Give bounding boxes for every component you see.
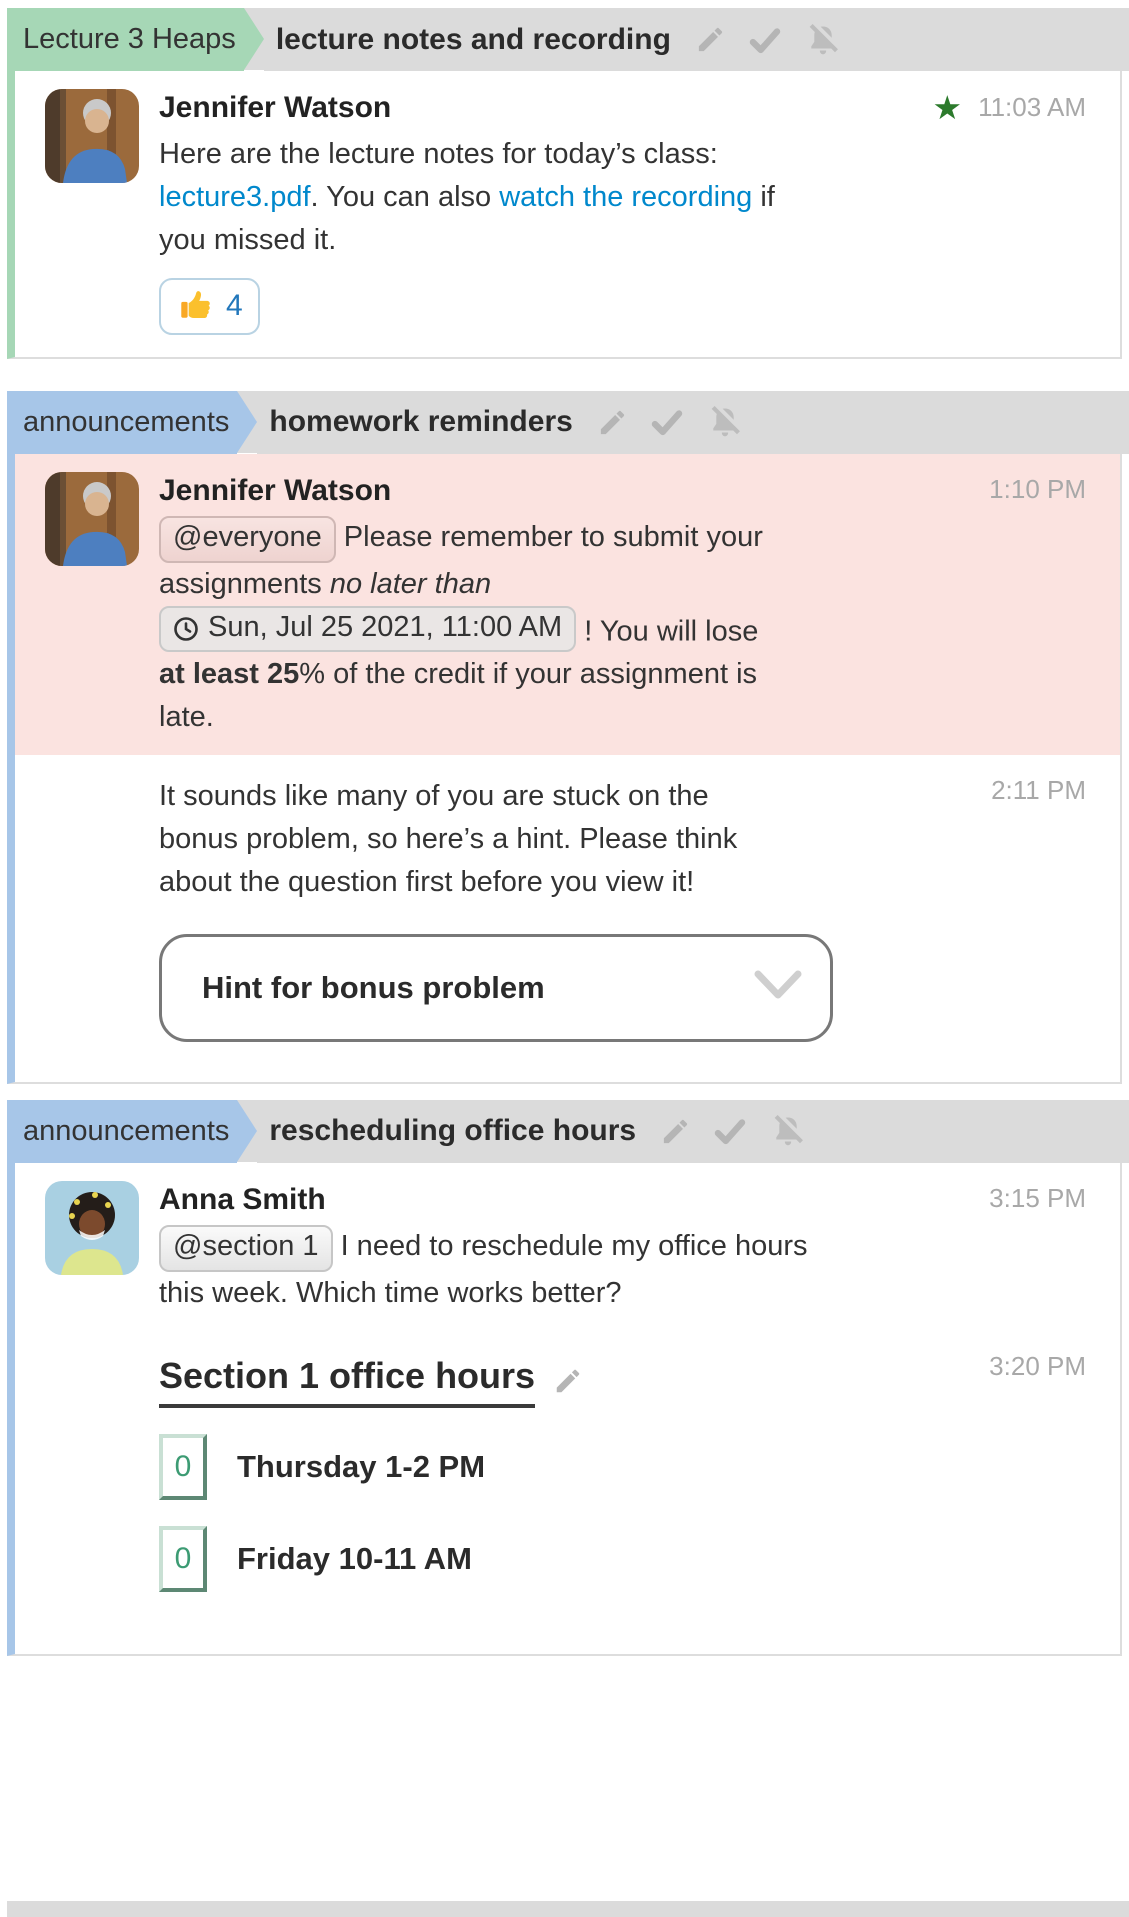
message-group-homework: [0, 391, 1129, 1084]
text-segment: . You can also: [310, 180, 500, 213]
check-icon[interactable]: [713, 1114, 747, 1148]
avatar-jennifer-watson[interactable]: [45, 472, 139, 566]
text-segment: Please remember to submit your assignments: [159, 520, 763, 600]
message-meta: [991, 775, 1086, 806]
pencil-icon[interactable]: [597, 407, 628, 438]
pencil-icon[interactable]: [695, 24, 726, 55]
timestamp: 3:15 PM: [989, 1182, 1086, 1213]
message-meta: [989, 474, 1086, 505]
poll-title: Section 1 office hours: [159, 1355, 535, 1408]
mention-section1-pill: @section 1: [159, 1225, 333, 1272]
star-icon[interactable]: ★: [932, 89, 963, 126]
poll-option: [159, 1434, 1080, 1500]
message-group-office-hours: [0, 1100, 1129, 1656]
reaction-thumbs-up[interactable]: [159, 278, 260, 335]
stream-arrow: [237, 1100, 257, 1162]
mute-icon[interactable]: [769, 1112, 807, 1150]
stream-arrow: [244, 8, 264, 70]
poll-widget: [159, 1355, 1080, 1592]
recording-link[interactable]: watch the recording: [499, 180, 753, 213]
thumbs-up-emoji: [176, 285, 214, 328]
message-text: [159, 516, 775, 739]
message-meta: [932, 91, 1086, 124]
stream-arrow: [237, 391, 257, 453]
message: [15, 71, 1120, 357]
timestamp: 1:10 PM: [989, 473, 1086, 504]
message-group-lecture: [0, 8, 1129, 359]
sender-name[interactable]: Jennifer Watson: [159, 473, 392, 507]
topic-bar: [257, 1100, 1129, 1163]
avatar-jennifer-watson[interactable]: [45, 89, 139, 183]
text-segment: % of the credit if your assignment is late.: [159, 658, 758, 734]
timestamp: 2:11 PM: [991, 775, 1086, 806]
message-mention: [15, 454, 1120, 755]
topic-bar: [264, 8, 1129, 71]
sender-name[interactable]: Anna Smith: [159, 1182, 326, 1216]
reaction-count: 4: [226, 289, 243, 323]
poll-title-row: [159, 1355, 1080, 1408]
pencil-icon[interactable]: [553, 1366, 583, 1396]
italic-segment: no later than: [329, 567, 492, 600]
next-recipient-bar-partial: [7, 1901, 1129, 1917]
check-icon[interactable]: [650, 405, 684, 439]
message-text: It sounds like many of you are stuck on the bonus problem, so here’s a hint. Please think about the question first before you view it!: [159, 780, 738, 898]
text-segment: I need to reschedule my office hours this week. Which time works better?: [159, 1229, 808, 1309]
mute-icon[interactable]: [804, 21, 842, 59]
sender-name[interactable]: Jennifer Watson: [159, 91, 392, 124]
message: [15, 1163, 1120, 1331]
topic-name[interactable]: homework reminders: [269, 405, 573, 439]
topic-name[interactable]: rescheduling office hours: [269, 1114, 637, 1148]
poll-option: [159, 1526, 1080, 1592]
timestamp: 3:20 PM: [989, 1350, 1086, 1381]
topic-name[interactable]: lecture notes and recording: [275, 22, 671, 56]
chevron-down-icon: [754, 970, 802, 1005]
spoiler-block[interactable]: [159, 934, 833, 1042]
mute-icon[interactable]: [706, 403, 744, 441]
timestamp: 11:03 AM: [978, 92, 1086, 122]
message-meta: [989, 1351, 1086, 1382]
stream-name[interactable]: Lecture 3 Heaps: [7, 8, 244, 71]
message-list: [7, 71, 1122, 359]
clock-icon: [173, 616, 199, 642]
message-meta: [989, 1183, 1086, 1214]
vote-button[interactable]: 0: [159, 1526, 207, 1592]
mention-everyone-pill: @everyone: [159, 516, 336, 563]
spoiler-label: Hint for bonus problem: [202, 969, 545, 1005]
message-text: [159, 133, 775, 262]
stream-name[interactable]: announcements: [7, 391, 237, 454]
text-segment: ! You will lose: [576, 615, 759, 648]
global-time-pill: Sun, Jul 25 2021, 11:00 AM: [159, 606, 576, 652]
poll-option-label: Friday 10-11 AM: [237, 1540, 472, 1576]
poll-option-label: Thursday 1-2 PM: [237, 1448, 486, 1484]
avatar-anna-smith[interactable]: [45, 1181, 139, 1275]
recipient-bar: [7, 391, 1129, 454]
text-segment: Here are the lecture notes for today’s class:: [159, 138, 718, 170]
message-list: [7, 454, 1122, 1084]
message: [15, 755, 1120, 1082]
message-list: [7, 1163, 1122, 1656]
message: [15, 1331, 1120, 1654]
topic-bar: [257, 391, 1129, 454]
text-segment: if you missed it.: [159, 180, 775, 256]
lecture-pdf-link[interactable]: lecture3.pdf: [159, 180, 311, 213]
message-text: [159, 1225, 819, 1315]
recipient-bar: [7, 1100, 1129, 1163]
recipient-bar: [7, 8, 1129, 71]
stream-name[interactable]: announcements: [7, 1100, 237, 1163]
pencil-icon[interactable]: [660, 1116, 691, 1147]
check-icon[interactable]: [748, 23, 782, 57]
bold-segment: at least 25: [159, 658, 300, 691]
vote-button[interactable]: 0: [159, 1434, 207, 1500]
